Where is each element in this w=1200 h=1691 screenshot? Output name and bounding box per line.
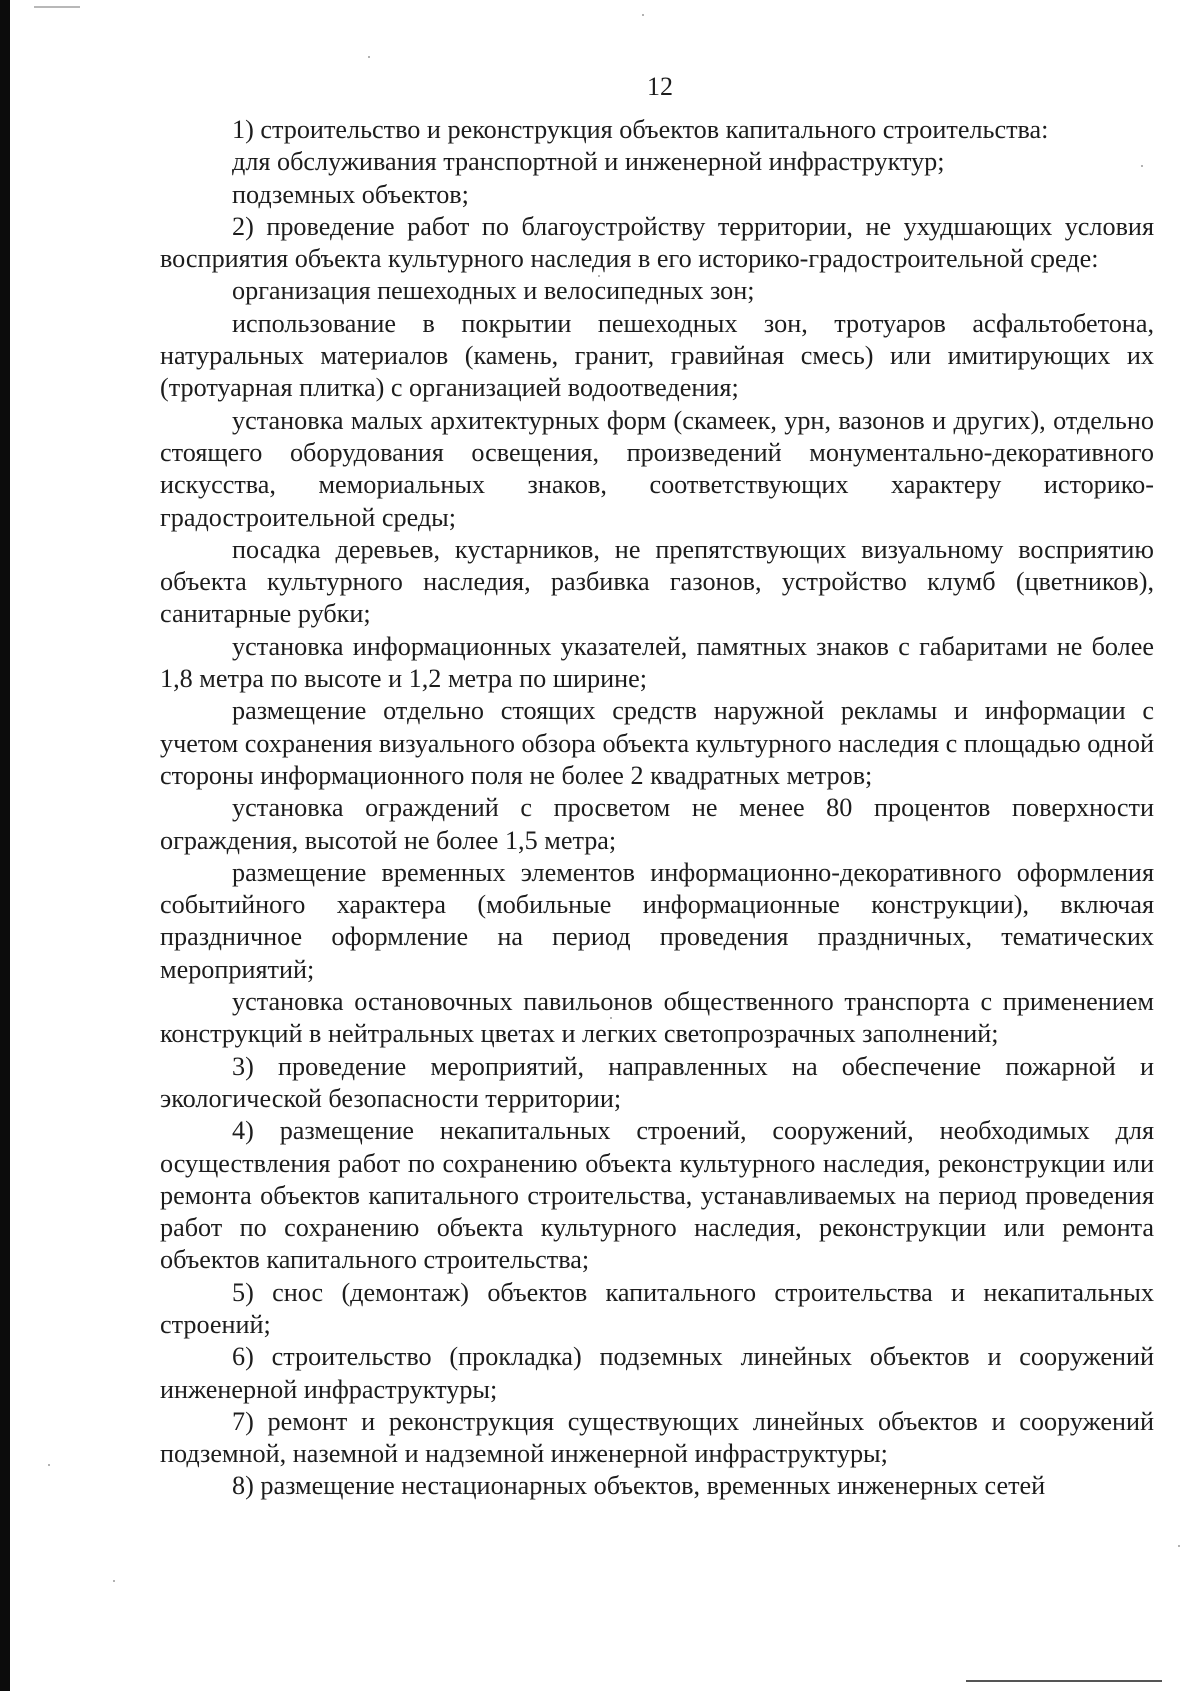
scan-edge-shadow: [0, 0, 10, 1691]
scan-speck: [368, 56, 370, 58]
paragraph-item-4: 4) размещение некапитальных строений, сооружений, необходимых для осуществления работ по сохранению объекта культурного наследия, реконструкции или ремонта объектов капитального строительства, устанавливаемых на период проведения работ по сохранению объекта культурного наследия, реконструкции или ремонта объектов капитального строительства;: [160, 1116, 1154, 1275]
paragraph-small-architectural-forms: установка малых архитектурных форм (скамеек, урн, вазонов и других), отдельно стоящего оборудования освещения, произведений монументально-декоративного искусства, мемориальных знаков, соответствующих характеру историко-градостроительной среды;: [160, 405, 1154, 532]
paragraph-item-3: 3) проведение мероприятий, направленных на обеспечение пожарной и экологической безопасности территории;: [160, 1051, 1154, 1113]
paragraph-item-2: 2) проведение работ по благоустройству территории, не ухудшающих условия восприятия объекта культурного наследия в его историко-градостроительной среде:: [160, 211, 1154, 274]
paragraph-temporary-decor: размещение временных элементов информационно-декоративного оформления событийного характера (мобильные информационные конструкции), включая праздничное оформление на период проведения праздничных, тематических мероприятий;: [160, 857, 1154, 984]
page-bottom-rule: [966, 1680, 1162, 1682]
scan-speck: [1178, 1545, 1180, 1547]
paragraph-paving-materials: использование в покрытии пешеходных зон, тротуаров асфальтобетона, натуральных материалов (камень, гранит, гравийная смесь) или имитирующих их (тротуарная плитка) с организацией водоотведения;: [160, 308, 1154, 403]
paragraph-item-8: 8) размещение нестационарных объектов, временных инженерных сетей: [232, 1471, 1046, 1501]
paragraph-pedestrian-zones: организация пешеходных и велосипедных зон;: [232, 276, 755, 306]
paragraph-item-1: 1) строительство и реконструкция объектов капитального строительства:: [232, 115, 1049, 144]
scan-speck: [113, 1580, 115, 1582]
paragraph-information-signs: установка информационных указателей, памятных знаков с габаритами не более 1,8 метра по высоте и 1,2 метра по ширине;: [160, 631, 1154, 694]
paragraph-subitem-transport-infrastructure: для обслуживания транспортной и инженерной инфраструктур;: [232, 147, 945, 177]
paragraph-transit-pavilions: установка остановочных павильонов общественного транспорта с применением конструкций в нейтральных цветах и легких светопрозрачных заполнений;: [160, 987, 1154, 1049]
paragraph-planting: посадка деревьев, кустарников, не препятствующих визуальному восприятию объекта культурного наследия, разбивка газонов, устройство клумб (цветников), санитарные рубки;: [160, 534, 1154, 629]
paragraph-outdoor-advertising: размещение отдельно стоящих средств наружной рекламы и информации с учетом сохранения визуального обзора объекта культурного наследия с площадью одной стороны информационного поля не более 2 квадратных метров;: [160, 696, 1154, 790]
paragraph-item-7: 7) ремонт и реконструкция существующих линейных объектов и сооружений подземной, наземной и надземной инженерной инфраструктуры;: [160, 1406, 1154, 1469]
scan-speck: [48, 1464, 50, 1466]
paragraph-fences: установка ограждений с просветом не менее 80 процентов поверхности ограждения, высотой не более 1,5 метра;: [160, 793, 1154, 855]
page-number: 12: [647, 72, 673, 101]
scan-artifact-line: [34, 6, 80, 8]
paragraph-item-5: 5) снос (демонтаж) объектов капитального строительства и некапитальных строений;: [160, 1277, 1154, 1339]
paragraph-item-6: 6) строительство (прокладка) подземных линейных объектов и сооружений инженерной инфраструктуры;: [160, 1342, 1154, 1404]
document-body: [160, 114, 1154, 1503]
scan-speck: [642, 14, 644, 16]
paragraph-subitem-underground-objects: подземных объектов;: [232, 179, 469, 209]
